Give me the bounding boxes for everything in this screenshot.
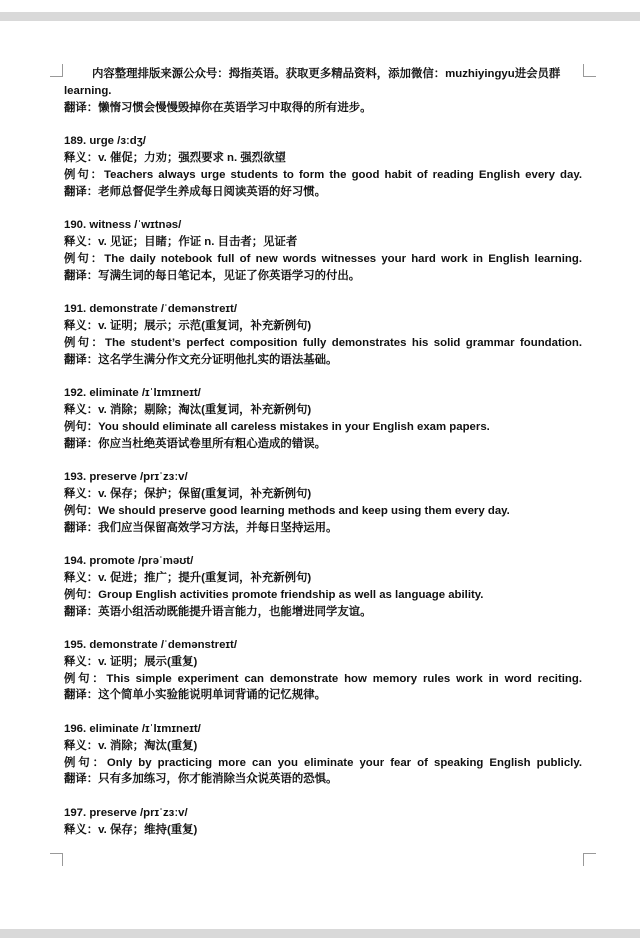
entry-title: 193. preserve /prɪˈzɜːv/ [64, 471, 188, 484]
vocab-entry-192 [64, 385, 582, 452]
entry-title: 189. urge /ɜːdʒ/ [64, 135, 146, 148]
entry-title: 192. eliminate /ɪˈlɪmɪneɪt/ [64, 387, 201, 400]
crop-mark-bottom-left [50, 853, 63, 866]
entry-translation: 翻译：你应当杜绝英语试卷里所有粗心造成的错误。 [64, 437, 326, 450]
document-body [64, 66, 582, 839]
entry-meaning: 释义：v. 消除；剔除；淘汰(重复词，补充新例句) [64, 403, 312, 416]
intro-translation: 翻译：懒惰习惯会慢慢毁掉你在英语学习中取得的所有进步。 [64, 101, 372, 114]
entry-meaning: 释义：v. 见证；目睹；作证 n. 目击者；见证者 [64, 235, 298, 248]
entry-translation: 翻译：这个简单小实验能说明单词背诵的记忆规律。 [64, 689, 326, 702]
entry-meaning: 释义：v. 保存；维持(重复) [64, 823, 198, 836]
entry-translation: 翻译：我们应当保留高效学习方法，并每日坚持运用。 [64, 521, 338, 534]
crop-mark-top-right [583, 64, 596, 77]
intro-text: 内容整理排版来源公众号：拇指英语。获取更多精品资料，添加微信：muzhiyingyu进会员群learning. [64, 68, 561, 97]
entry-meaning: 释义：v. 证明；展示；示范(重复词，补充新例句) [64, 319, 312, 332]
vocab-entry-195 [64, 637, 582, 704]
entry-example: 例句：This simple experiment can demonstrate how memory rules work in word reciting. [64, 672, 582, 685]
entry-example: 例句：Teachers always urge students to form the good habit of reading English every day. [64, 168, 582, 181]
entry-example: 例句：The daily notebook full of new words witnesses your hard work in English learning. [64, 252, 582, 265]
entry-title: 196. eliminate /ɪˈlɪmɪneɪt/ [64, 723, 201, 736]
crop-mark-bottom-right [583, 853, 596, 866]
entry-translation: 翻译：只有多加练习，你才能消除当众说英语的恐惧。 [64, 773, 338, 786]
vocab-entry-191 [64, 301, 582, 368]
entry-title: 195. demonstrate /ˈdemənstreɪt/ [64, 639, 238, 652]
vocab-entry-189 [64, 133, 582, 200]
crop-mark-top-left [50, 64, 63, 77]
entry-meaning: 释义：v. 消除；淘汰(重复) [64, 739, 198, 752]
entry-example: 例句：Group English activities promote friendship as well as language ability. [64, 588, 484, 601]
entry-meaning: 释义：v. 保存；保护；保留(重复词，补充新例句) [64, 487, 312, 500]
vocab-entry-193 [64, 469, 582, 536]
entry-example: 例句：We should preserve good learning methods and keep using them every day. [64, 504, 510, 517]
entry-example: 例句：Only by practicing more can you eliminate your fear of speaking English publicly. [64, 756, 582, 769]
vocab-entry-196 [64, 721, 582, 788]
bottom-divider-bar [0, 929, 640, 938]
entry-title: 197. preserve /prɪˈzɜːv/ [64, 807, 188, 820]
entry-title: 190. witness /ˈwɪtnəs/ [64, 219, 182, 232]
top-divider-bar [0, 12, 640, 21]
entry-translation: 翻译：老师总督促学生养成每日阅读英语的好习惯。 [64, 185, 326, 198]
vocab-entry-194 [64, 553, 582, 620]
vocab-entry-197 [64, 805, 582, 839]
entry-translation: 翻译：写满生词的每日笔记本，见证了你英语学习的付出。 [64, 269, 361, 282]
vocab-entry-190 [64, 217, 582, 284]
entry-title: 191. demonstrate /ˈdemənstreɪt/ [64, 303, 238, 316]
entry-translation: 翻译：英语小组活动既能提升语言能力，也能增进同学友谊。 [64, 605, 372, 618]
entry-example: 例句：You should eliminate all careless mistakes in your English exam papers. [64, 420, 490, 433]
entry-example: 例句：The student’s perfect composition fully demonstrates his solid grammar foundation. [64, 336, 582, 349]
entry-translation: 翻译：这名学生满分作文充分证明他扎实的语法基础。 [64, 353, 338, 366]
entry-meaning: 释义：v. 证明；展示(重复) [64, 655, 198, 668]
entry-meaning: 释义：v. 催促；力劝；强烈要求 n. 强烈欲望 [64, 151, 286, 164]
entry-meaning: 释义：v. 促进；推广；提升(重复词，补充新例句) [64, 571, 312, 584]
entry-title: 194. promote /prəˈməʊt/ [64, 555, 194, 568]
